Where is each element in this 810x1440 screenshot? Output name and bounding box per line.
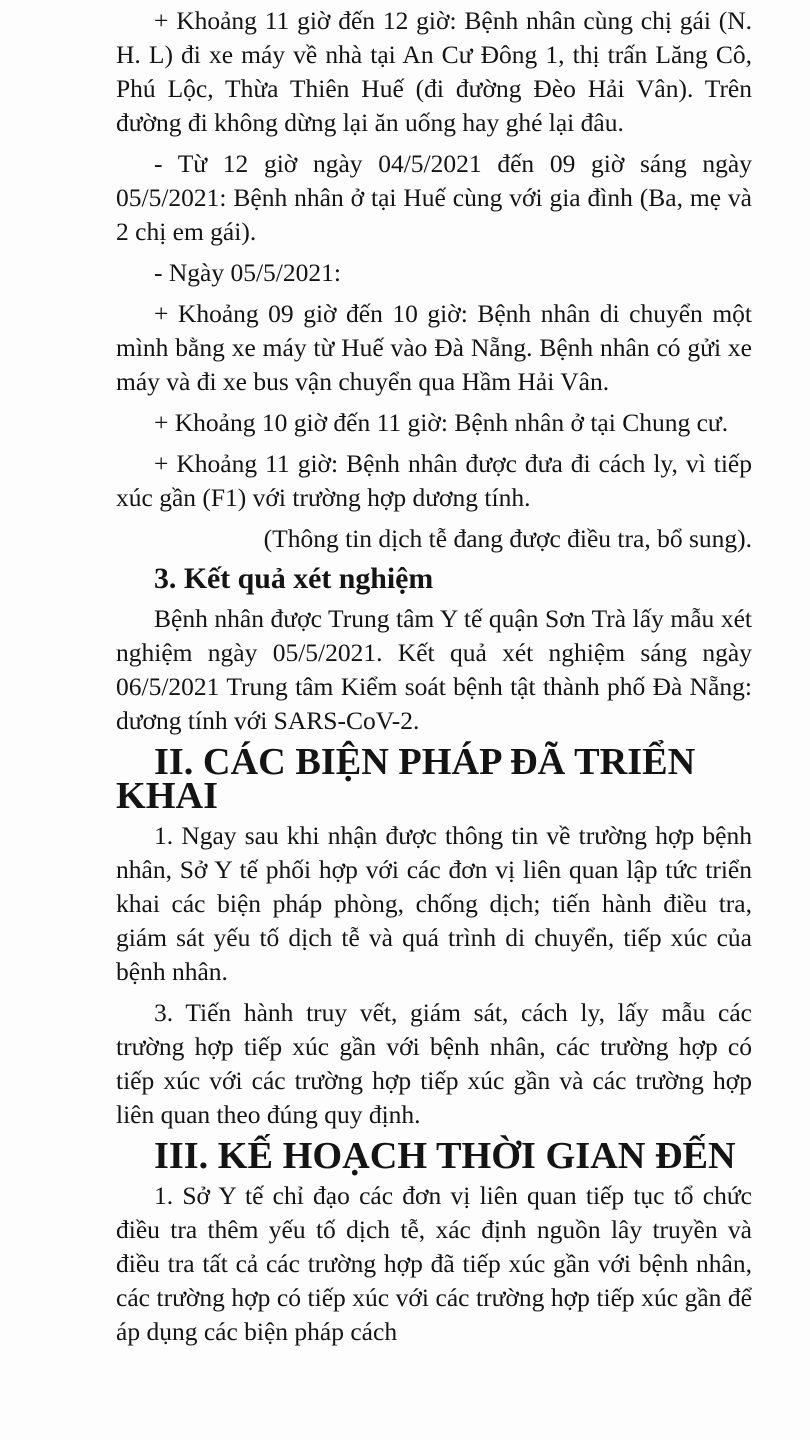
paragraph-test-results: Bệnh nhân được Trung tâm Y tế quận Sơn Trà lấy mẫu xét nghiệm ngày 05/5/2021. Kết quả xét nghiệm sáng ngày 06/5/2021 Trung tâm Kiểm soát bệnh tật thành phố Đà Nẵng: dương tính với SARS-CoV-2. (116, 604, 752, 735)
paragraph-measure-1: 1. Ngay sau khi nhận được thông tin về trường hợp bệnh nhân, Sở Y tế phối hợp với các đơn vị liên quan lập tức triển khai các biện pháp phòng, chống dịch; tiến hành điều tra, giám sát yếu tố dịch tễ và quá trình di chuyển, tiếp xúc của bệnh nhân. (116, 821, 752, 986)
paragraph-plan-1: 1. Sở Y tế chỉ đạo các đơn vị liên quan tiếp tục tổ chức điều tra thêm yếu tố dịch tễ, xác định nguồn lây truyền và điều tra tất cả các trường hợp đã tiếp xúc gần với bệnh nhân, các trường hợp có tiếp xúc với các trường hợp tiếp xúc gần để áp dụng các biện pháp cách (116, 1181, 752, 1346)
paragraph-date-05-05: - Ngày 05/5/2021: (154, 258, 341, 287)
paragraph-travel-11h-12h: + Khoảng 11 giờ đến 12 giờ: Bệnh nhân cùng chị gái (N. H. L) đi xe máy về nhà tại An Cư Đông 1, thị trấn Lăng Cô, Phú Lộc, Thừa Thiên Huế (đi đường Đèo Hải Vân). Trên đường đi không dừng lại ăn uống hay ghé lại đâu. (116, 6, 752, 137)
paragraph-stay-hue: - Từ 12 giờ ngày 04/5/2021 đến 09 giờ sáng ngày 05/5/2021: Bệnh nhân ở tại Huế cùng với gia đình (Ba, mẹ và 2 chị em gái). (116, 149, 752, 246)
paragraph-measure-3: 3. Tiến hành truy vết, giám sát, cách ly, lấy mẫu các trường hợp tiếp xúc gần với bệnh nhân, các trường hợp có tiếp xúc với các trường hợp tiếp xúc gần và các trường hợp liên quan theo đúng quy định. (116, 998, 752, 1129)
document-body (116, 4, 752, 1356)
section-test-results-heading: 3. Kết quả xét nghiệm (154, 562, 434, 595)
section-measures-heading: II. CÁC BIỆN PHÁP ĐÃ TRIỂN KHAI (116, 741, 696, 817)
paragraph-travel-10h-11h: + Khoảng 10 giờ đến 11 giờ: Bệnh nhân ở tại Chung cư. (154, 408, 729, 437)
paragraph-travel-09h-10h: + Khoảng 09 giờ đến 10 giờ: Bệnh nhân di chuyển một mình bằng xe máy từ Huế vào Đà Nẵng. Bệnh nhân có gửi xe máy và đi xe bus vận chuyển qua Hầm Hải Vân. (116, 299, 752, 396)
section-plan-heading: III. KẾ HOẠCH THỜI GIAN ĐẾN (154, 1135, 736, 1177)
paragraph-quarantine-11h: + Khoảng 11 giờ: Bệnh nhân được đưa đi cách ly, vì tiếp xúc gần (F1) với trường hợp dương tính. (116, 449, 752, 512)
investigation-note: (Thông tin dịch tễ đang được điều tra, bổ sung). (263, 524, 752, 553)
